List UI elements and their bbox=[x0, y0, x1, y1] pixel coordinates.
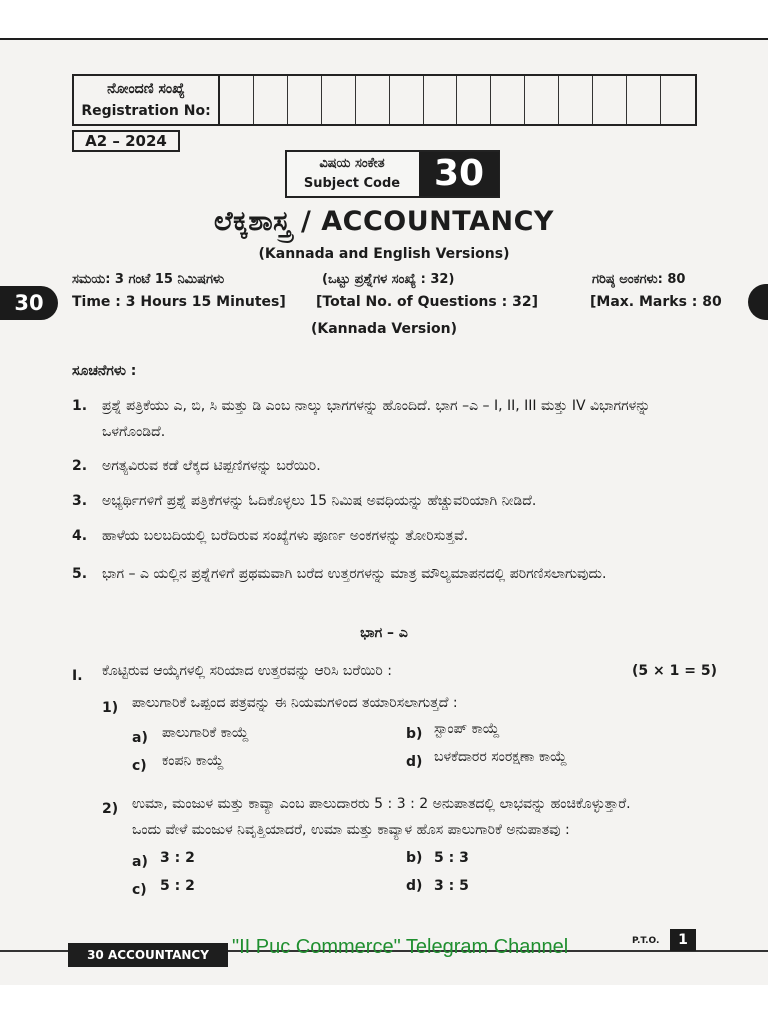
registration-cell[interactable] bbox=[627, 76, 661, 124]
subject-code-box bbox=[285, 150, 500, 198]
option-text[interactable]: 3 : 5 bbox=[434, 878, 469, 894]
instruction-text: ಅಭ್ಯರ್ಥಿಗಳಿಗೆ ಪ್ರಶ್ನೆ ಪತ್ರಿಕೆಗಳನ್ನು ಓದಿಕೊಳ್ಳಲು 15 ನಿಮಿಷ ಅವಧಿಯನ್ನು ಹೆಚ್ಚುವರಿಯಾಗಿ ನೀಡಿದೆ. bbox=[102, 493, 537, 509]
subject-code-label-kn: ವಿಷಯ ಸಂಕೇತ bbox=[319, 156, 385, 171]
option-label: b) bbox=[406, 726, 423, 742]
section-marks: (5 × 1 = 5) bbox=[632, 663, 717, 679]
instruction-number: 4. bbox=[72, 528, 88, 544]
registration-cell[interactable] bbox=[390, 76, 424, 124]
option-text[interactable]: 5 : 3 bbox=[434, 850, 469, 866]
option-label: c) bbox=[132, 758, 147, 774]
page-subtitle: (Kannada and English Versions) bbox=[258, 246, 510, 262]
option-label: b) bbox=[406, 850, 423, 866]
questions-kn: (ಒಟ್ಟು ಪ್ರಶ್ನೆಗಳ ಸಂಖ್ಯೆ : 32) bbox=[322, 272, 455, 287]
option-label: d) bbox=[406, 754, 423, 770]
option-label: a) bbox=[132, 730, 148, 746]
registration-cell[interactable] bbox=[322, 76, 356, 124]
question-text: ಉಮಾ, ಮಂಜುಳ ಮತ್ತು ಕಾವ್ಯಾ ಎಂಬ ಪಾಲುದಾರರು 5 : 3 : 2 ಅನುಪಾತದಲ್ಲಿ ಲಾಭವನ್ನು ಹಂಚಿಕೊಳ್ಳುತ್ತಾರೆ. bbox=[132, 796, 631, 812]
option-label: c) bbox=[132, 882, 147, 898]
time-kn: ಸಮಯ: 3 ಗಂಟೆ 15 ನಿಮಿಷಗಳು bbox=[72, 272, 225, 287]
option-text[interactable]: ಪಾಲುಗಾರಿಕೆ ಕಾಯ್ದೆ bbox=[162, 725, 249, 741]
marks-en: [Max. Marks : 80 bbox=[590, 294, 722, 310]
registration-label bbox=[74, 76, 220, 124]
registration-cell[interactable] bbox=[593, 76, 627, 124]
registration-label-en: Registration No: bbox=[81, 103, 211, 119]
registration-cell[interactable] bbox=[356, 76, 390, 124]
option-text[interactable]: ಬಳಕೆದಾರರ ಸಂರಕ್ಷಣಾ ಕಾಯ್ದೆ bbox=[434, 749, 567, 765]
part-heading: ಭಾಗ – ಎ bbox=[360, 625, 408, 641]
watermark-text: "II Puc Commerce" Telegram Channel bbox=[232, 936, 569, 958]
instructions-heading: ಸೂಚನೆಗಳು : bbox=[72, 363, 137, 379]
registration-box bbox=[72, 74, 697, 126]
registration-cell[interactable] bbox=[491, 76, 525, 124]
registration-cell[interactable] bbox=[254, 76, 288, 124]
subject-code-value: 30 bbox=[419, 152, 499, 196]
instruction-number: 1. bbox=[72, 398, 88, 414]
instruction-text: ಪ್ರಶ್ನೆ ಪತ್ರಿಕೆಯು ಎ, ಬಿ, ಸಿ ಮತ್ತು ಡಿ ಎಂಬ ನಾಲ್ಕು ಭಾಗಗಳನ್ನು ಹೊಂದಿದೆ. ಭಾಗ –ಎ – I, II, III ಮತ್ತು IV ವಿಭಾಗಗಳನ್ನು ಒಳಗೊಂಡಿದೆ. bbox=[102, 398, 651, 440]
subject-code-label bbox=[293, 154, 411, 194]
option-text[interactable]: 3 : 2 bbox=[160, 850, 195, 866]
section-instruction: ಕೊಟ್ಟಿರುವ ಆಯ್ಕೆಗಳಲ್ಲಿ ಸರಿಯಾದ ಉತ್ತರವನ್ನು ಆರಿಸಿ ಬರೆಯಿರಿ : bbox=[102, 663, 392, 679]
page-title: ಲೆಕ್ಕಶಾಸ್ತ್ರ / ACCOUNTANCY bbox=[214, 206, 554, 237]
option-label: d) bbox=[406, 878, 423, 894]
question-number: 2) bbox=[102, 801, 119, 817]
question-text: ಒಂದು ವೇಳೆ ಮಂಜುಳ ನಿವೃತ್ತಿಯಾದರೆ, ಉಮಾ ಮತ್ತು ಕಾವ್ಯಾಳ ಹೊಸ ಪಾಲುಗಾರಿಕೆ ಅನುಪಾತವು : bbox=[132, 822, 570, 838]
instruction-text: ಅಗತ್ಯವಿರುವ ಕಡೆ ಲೆಕ್ಕದ ಟಿಪ್ಪಣಿಗಳನ್ನು ಬರೆಯಿರಿ. bbox=[102, 458, 321, 474]
question-text: ಪಾಲುಗಾರಿಕೆ ಒಪ್ಪಂದ ಪತ್ರವನ್ನು ಈ ನಿಯಮಗಳಿಂದ ತಯಾರಿಸಲಾಗುತ್ತದೆ : bbox=[132, 695, 458, 711]
footer-subject: 30 ACCOUNTANCY bbox=[68, 943, 228, 967]
exam-code: A2 – 2024 bbox=[72, 130, 180, 152]
side-tab: 30 bbox=[0, 286, 58, 320]
option-text[interactable]: ಕಂಪನಿ ಕಾಯ್ದೆ bbox=[162, 753, 224, 769]
page-number: 1 bbox=[670, 929, 696, 951]
instruction-text: ಭಾಗ – ಎ ಯಲ್ಲಿನ ಪ್ರಶ್ನೆಗಳಿಗೆ ಪ್ರಥಮವಾಗಿ ಬರೆದ ಉತ್ತರಗಳನ್ನು ಮಾತ್ರ ಮೌಲ್ಯಮಾಪನದಲ್ಲಿ ಪರಿಗಣಿಸಲಾಗುವುದು. bbox=[102, 566, 607, 582]
pto-label: P.T.O. bbox=[632, 936, 660, 946]
marks-kn: ಗರಿಷ್ಠ ಅಂಕಗಳು: 80 bbox=[592, 272, 686, 287]
instruction-number: 3. bbox=[72, 493, 88, 509]
option-text[interactable]: 5 : 2 bbox=[160, 878, 195, 894]
registration-cell[interactable] bbox=[424, 76, 458, 124]
registration-cell[interactable] bbox=[661, 76, 695, 124]
option-text[interactable]: ಸ್ಟಾಂಪ್ ಕಾಯ್ದೆ bbox=[434, 721, 500, 737]
instruction-number: 2. bbox=[72, 458, 88, 474]
version-label: (Kannada Version) bbox=[310, 321, 457, 337]
registration-cell[interactable] bbox=[525, 76, 559, 124]
section-number: I. bbox=[72, 668, 83, 684]
registration-label-kn: ನೋಂದಣಿ ಸಂಖ್ಯೆ bbox=[107, 81, 185, 97]
question-number: 1) bbox=[102, 700, 119, 716]
registration-cell[interactable] bbox=[288, 76, 322, 124]
instruction-text: ಹಾಳೆಯ ಬಲಬದಿಯಲ್ಲಿ ಬರೆದಿರುವ ಸಂಖ್ಯೆಗಳು ಪೂರ್ಣ ಅಂಕಗಳನ್ನು ತೋರಿಸುತ್ತವೆ. bbox=[102, 528, 469, 544]
instruction-number: 5. bbox=[72, 566, 88, 582]
questions-en: [Total No. of Questions : 32] bbox=[316, 294, 538, 310]
registration-cell[interactable] bbox=[220, 76, 254, 124]
registration-cell[interactable] bbox=[458, 76, 492, 124]
registration-cell[interactable] bbox=[559, 76, 593, 124]
time-en: Time : 3 Hours 15 Minutes] bbox=[72, 294, 286, 310]
option-label: a) bbox=[132, 854, 148, 870]
subject-code-label-en: Subject Code bbox=[303, 176, 401, 191]
